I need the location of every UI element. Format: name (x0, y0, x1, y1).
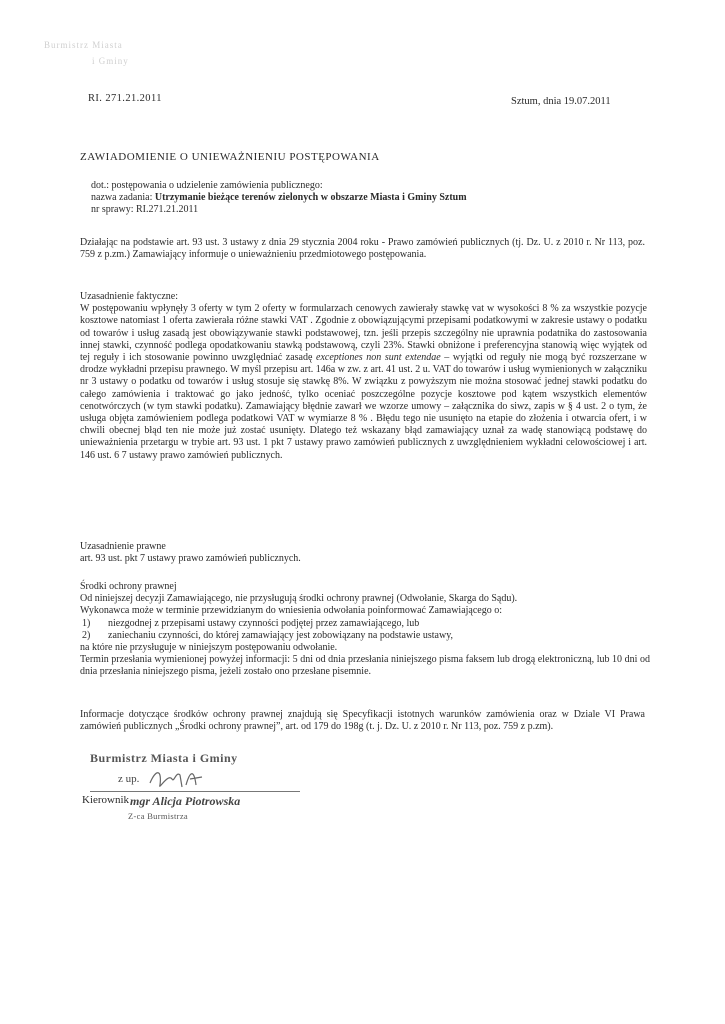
factual-text (80, 303, 647, 462)
legal-remedies (80, 581, 650, 679)
intro-text: Działając na podstawie art. 93 ust. 3 ustawy z dnia 29 stycznia 2004 roku - Prawo zamówień publicznych (tj. Dz. U. z 2010 r. Nr 113, poz. 759 z p.zm.) Zamawiający informuje o unieważnieniu przedmiotowego postępowania. (80, 237, 645, 261)
factual-heading: Uzasadnienie faktyczne: (80, 291, 179, 302)
subject-block (91, 180, 651, 217)
signature-role: Kierownik (82, 794, 130, 806)
list-number: 2) (82, 629, 91, 641)
list-text: zaniechaniu czynności, do której zamawiający jest zobowiązany na podstawie ustawy, (108, 629, 454, 641)
task-line (91, 192, 651, 204)
signature-block (82, 751, 310, 831)
remedies-line: Wykonawca może w terminie przewidzianym do wniesienia odwołania poinformować Zamawiającego o: (80, 605, 503, 617)
remedies-line: Od niniejszej decyzji Zamawiającego, nie przysługują środki ochrony prawnej (Odwołanie, Skarga do Sądu). (80, 593, 518, 605)
intro-paragraph (80, 237, 645, 261)
legal-justification (80, 541, 640, 565)
signature-zup: z up. (118, 773, 140, 785)
reference-number: RI. 271.21.2011 (88, 93, 162, 104)
list-text: niezgodnej z przepisami ustawy czynności podjętej przez zamawiającego, lub (108, 617, 420, 629)
info-text: Informacje dotyczące środków ochrony prawnej znajdują się Specyfikacji istotnych warunków zamówienia oraz w Dziale VI Prawa zamówień publicznych „Środki ochrony prawnej”, art. od 179 do 198g (t. j. Dz. U. z 2010 r. Nr 113, poz. 759 z p.zm). (80, 709, 645, 733)
signature-line (90, 791, 300, 792)
factual-text-after: – wyjątki od reguły nie mogą być rozszerzane w drodze wykładni przepisu prawnego. W myśl przepisu art. 146a w zw. z art. 41 ust. 2 u. VAT do towarów i usług wymienionych w załączniku nr 3 ustawy o podatku od towarów i usług stosuje się stawkę 8%. W związku z powyższym nie można stosować jednej stawki podatku do całego zamówienia i traktować go jako jedność, tylko oceniać poszczególne pozycje kosztowe pod kątem wszystkich elementów cenotwórczych (w tym stawki podatku). Zamawiający błędnie zawarł we wzorze umowy – załącznika do siwz, zapis w § 4 ust. 2 o tym, że usługa objęta zamówieniem podlega podatkowi VAT w wymiarze 8 % . Błędu tego nie usunięto na etapie do złożenia i otwarcia ofert, i w chwili obecnej błąd ten nie może już zostać usunięty. Dlatego też wskazany błąd zamawiający uznał za wadę stanowiącą podstawę do unieważnienia przetargu w trybie art. 93 ust. 1 pkt 7 ustawy prawo zamówień publicznych z uwzględnieniem wykładni celowościowej i art. 146 ust. 6 7 ustawy prawo zamówień publicznych. (80, 352, 647, 461)
signature-deputy: Z-ca Burmistrza (128, 811, 188, 821)
signature-name: mgr Alicja Piotrowska (130, 794, 241, 808)
remedies-line: na które nie przysługuje w niniejszym postępowaniu odwołanie. (80, 642, 338, 654)
remedies-line: Termin przesłania wymienionej powyżej informacji: 5 dni od dnia przesłania niniejszego pisma faksem lub drogą elektroniczną, lub 10 dni od dnia przesłania niniejszego pisma, jeżeli zostało ono przesłane pisemnie. (80, 654, 650, 678)
info-paragraph (80, 709, 645, 733)
factual-justification (80, 291, 647, 462)
subject-line: dot.: postępowania o udzielenie zamówienia publicznego: (91, 180, 323, 191)
stamp-line: i Gminy (92, 56, 129, 66)
factual-text-before: W postępowaniu wpłynęły 3 oferty w tym 2 oferty w formularzach cenowych zawierały stawkę vat w wysokości 8 % za wszystkie pozycje kosztowe natomiast 1 oferta zawierała różne stawki VAT . Zgodnie z obowiązującymi przepisami podatkowymi w zakresie ustawy o podatku od towarów i usług zasadą jest obowiązywanie stawki podstawowej, tzn. jeśli przepis szczególny nie uprawnia podatnika do zastosowania innej stawki, czynność podlega opodatkowaniu stawką podstawową, czyli 23%. Stawki obniżone i preferencyjna stanowią więc wyjątek od tej reguły i ich stosowanie powinno uwzględniać zasadę (80, 303, 647, 364)
list-number: 1) (82, 617, 91, 629)
signature-stamp: Burmistrz Miasta i Gminy (90, 751, 238, 765)
stamp-line: Burmistrz Miasta (44, 40, 123, 50)
signature-scribble-icon (146, 765, 206, 791)
list-item (80, 630, 650, 642)
legal-text: art. 93 ust. pkt 7 ustawy prawo zamówień publicznych. (80, 553, 301, 565)
task-name: Utrzymanie bieżące terenów zielonych w obszarze Miasta i Gminy Sztum (154, 192, 467, 204)
place-date: Sztum, dnia 19.07.2011 (511, 96, 611, 107)
case-number: nr sprawy: RI.271.21.2011 (91, 204, 199, 216)
latin-phrase: exceptiones non sunt extendae (316, 352, 441, 364)
task-label: nazwa zadania: (91, 192, 155, 204)
document-title: ZAWIADOMIENIE O UNIEWAŻNIENIU POSTĘPOWANIA (80, 151, 380, 163)
faded-stamp (44, 40, 184, 74)
list-item (80, 618, 650, 630)
remedies-heading: Środki ochrony prawnej (80, 581, 177, 592)
legal-heading: Uzasadnienie prawne (80, 541, 166, 552)
